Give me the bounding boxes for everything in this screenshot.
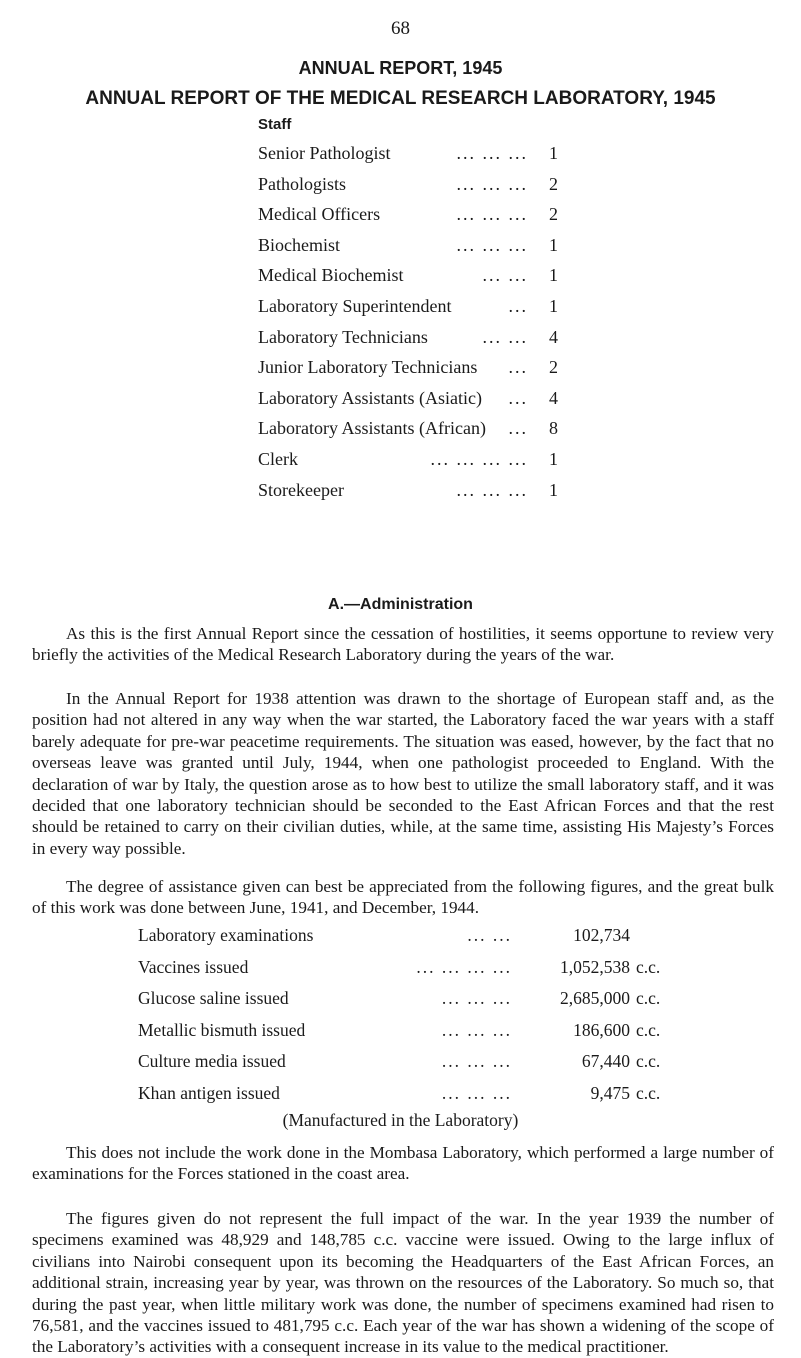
figure-value: 2,685,000: [560, 988, 630, 1008]
staff-row: [258, 477, 558, 508]
figure-value: 9,475: [590, 1082, 630, 1103]
staff-leader: ...: [508, 357, 528, 378]
staff-heading: Staff: [258, 116, 292, 133]
figure-unit: c.c.: [636, 1082, 661, 1103]
figure-leader: ... ... ...: [441, 988, 512, 1008]
figure-value: 67,440: [581, 1051, 630, 1071]
staff-role: Laboratory Technicians: [258, 326, 428, 347]
staff-leader: ... ... ...: [456, 479, 528, 500]
figure-label: Laboratory examinations: [138, 925, 314, 945]
figure-row: [138, 923, 678, 955]
staff-row: [258, 385, 558, 416]
figure-unit: c.c.: [636, 988, 661, 1008]
staff-role: Laboratory Assistants (Asiatic): [258, 387, 482, 408]
staff-role: Pathologists: [258, 173, 347, 194]
staff-count: 8: [549, 418, 558, 439]
staff-leader: ... ...: [482, 265, 528, 286]
figure-row: [138, 1018, 678, 1050]
staff-row: [258, 171, 558, 202]
staff-row: [258, 262, 558, 293]
staff-count: 2: [549, 173, 558, 194]
paragraph: In the Annual Report for 1938 attention was drawn to the shortage of European staff and, as the position had not altered in any way when the war started, the Laboratory faced the war years with a staff barely adequate for pre-war peacetime requirements. The situation was eased, however, by the fact that no overseas leave was granted until July, 1944, when one pathologist proceeded to England. With the declaration of war by Italy, the question arose as to how best to utilize the small laboratory staff, and it was decided that one laboratory technician should be seconded to the East African Forces and that the rest should be retained to carry on their civilian duties, while, at the same time, assisting His Majesty’s Forces in every way possible.: [32, 689, 774, 858]
staff-leader: ... ... ...: [456, 234, 528, 255]
staff-row: [258, 446, 558, 477]
staff-role: Clerk: [258, 448, 298, 469]
staff-count: 2: [549, 204, 558, 225]
report-subheading: ANNUAL REPORT OF THE MEDICAL RESEARCH LABORATORY, 1945: [85, 88, 716, 109]
staff-role: Senior Pathologist: [258, 143, 391, 163]
figure-leader: ... ... ...: [441, 1019, 512, 1040]
staff-role: Junior Laboratory Technicians: [258, 357, 478, 378]
paragraph: As this is the first Annual Report since the cessation of hostilities, it seems opportune to review very briefly the activities of the Medical Research Laboratory during the years of the war.: [32, 624, 774, 665]
staff-count: 1: [549, 265, 558, 286]
figure-leader: ... ...: [467, 925, 512, 945]
staff-row: [258, 354, 558, 385]
staff-leader: ... ... ...: [456, 143, 528, 163]
staff-leader: ...: [508, 418, 528, 439]
staff-row: [258, 201, 558, 232]
figure-unit: c.c.: [636, 1019, 661, 1040]
staff-row: [258, 140, 558, 171]
staff-role: Laboratory Assistants (African): [258, 418, 486, 439]
figure-label: Khan antigen issued: [138, 1082, 280, 1103]
staff-leader: ...: [508, 387, 528, 408]
figures-list: [138, 923, 678, 1112]
staff-leader: ...: [508, 295, 528, 316]
figure-row: [138, 986, 678, 1018]
staff-count: 4: [549, 326, 558, 347]
figure-row: [138, 1049, 678, 1081]
figure-unit: c.c.: [636, 956, 661, 977]
report-heading: ANNUAL REPORT, 1945: [298, 58, 503, 78]
staff-count: 1: [549, 295, 558, 316]
manufactured-note: (Manufactured in the Laboratory): [282, 1110, 519, 1130]
figure-leader: ... ... ...: [441, 1082, 512, 1103]
page-number: 68: [391, 18, 410, 39]
staff-count: 4: [549, 387, 558, 408]
staff-count: 1: [549, 234, 558, 255]
staff-list: [258, 140, 558, 507]
figure-leader: ... ... ...: [441, 1051, 512, 1071]
staff-leader: ... ... ...: [456, 173, 528, 194]
staff-row: [258, 232, 558, 263]
staff-row: [258, 293, 558, 324]
figure-value: 1,052,538: [560, 956, 630, 977]
staff-leader: ... ... ...: [456, 204, 528, 225]
staff-role: Laboratory Superintendent: [258, 295, 452, 316]
paragraph: This does not include the work done in the Mombasa Laboratory, which performed a large number of examinations for the Forces stationed in the coast area.: [32, 1143, 774, 1184]
staff-count: 1: [549, 479, 558, 500]
paragraph: The degree of assistance given can best be appreciated from the following figures, and the great bulk of this work was done between June, 1941, and December, 1944.: [32, 877, 774, 918]
staff-count: 1: [549, 143, 558, 163]
figure-row: [138, 955, 678, 987]
staff-leader: ... ... ... ...: [430, 448, 528, 469]
figure-value: 186,600: [573, 1019, 630, 1040]
figure-value: 102,734: [573, 925, 630, 945]
staff-count: 1: [549, 448, 558, 469]
figure-label: Vaccines issued: [138, 956, 249, 977]
figure-unit: c.c.: [636, 1051, 661, 1071]
paragraph: The figures given do not represent the full impact of the war. In the year 1939 the number of specimens examined was 48,929 and 148,785 c.c. vaccine were issued. Owing to the large influx of civilians into Nairobi consequent upon its becoming the Headquarters of the East African Forces, an additional strain, increasing year by year, was thrown on the resources of the Laboratory. So much so, that during the past year, when little military work was done, the number of specimens examined had risen to 76,581, and the vaccines issued to 481,795 c.c. Each year of the war has shown a widening of the scope of the Laboratory’s activities with a consequent increase in its value to the medical practitioner.: [32, 1209, 774, 1357]
figure-label: Culture media issued: [138, 1051, 286, 1071]
staff-role: Medical Biochemist: [258, 265, 404, 286]
staff-count: 2: [549, 357, 558, 378]
figure-row: [138, 1081, 678, 1113]
staff-role: Storekeeper: [258, 479, 344, 500]
figure-leader: ... ... ... ...: [416, 956, 512, 977]
staff-role: Medical Officers: [258, 204, 381, 225]
figure-label: Metallic bismuth issued: [138, 1019, 306, 1040]
staff-role: Biochemist: [258, 234, 340, 255]
staff-leader: ... ...: [482, 326, 528, 347]
staff-row: [258, 324, 558, 355]
staff-row: [258, 415, 558, 446]
section-heading: A.—Administration: [328, 596, 473, 613]
figure-label: Glucose saline issued: [138, 988, 289, 1008]
